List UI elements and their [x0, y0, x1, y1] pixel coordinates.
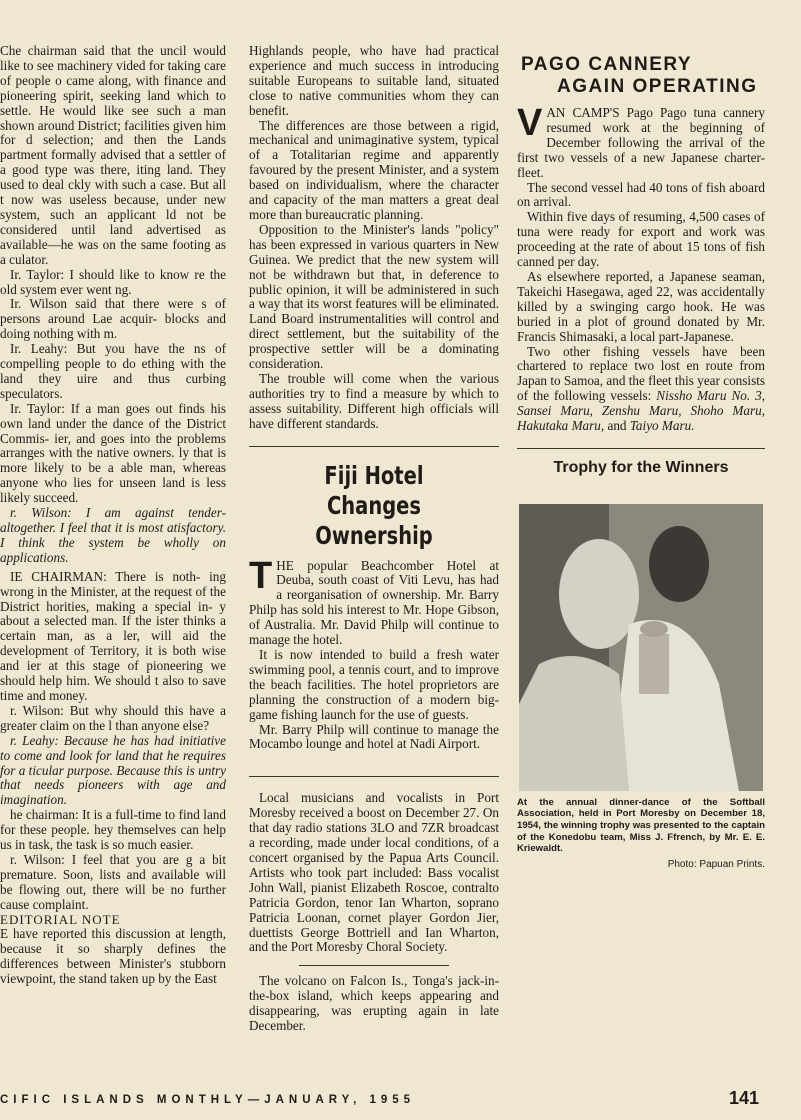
paragraph: Ir. Taylor: If a man goes out finds his own land under the dance of the District Commis- ier, and goes into the problems arranges with the native owners. ly that is more likely to be a able man, whereas anyone who lies for unseen land is less likely succeed. — [0, 400, 226, 506]
divider — [249, 776, 499, 777]
trophy-photo — [519, 504, 763, 791]
paragraph: IE CHAIRMAN: There is noth- ing wrong in the Minister, at the request of the District horities, making a special in- y about a selected man. If the ister thinks a certain man, as a ler, will aid the development of Territory, it is both wise and ier at this stage of pioneering we should help him. We should t also to save time and money. — [0, 568, 226, 703]
fiji-headline: Fiji Hotel Changes — [324, 460, 424, 520]
column-left — [0, 44, 226, 1049]
photo-credit: Photo: Papuan Prints. — [667, 858, 765, 870]
photo-illustration — [519, 504, 763, 791]
paragraph: Mr. Barry Philp will continue to manage the Mocambo lounge and hotel at Nadi Airport. — [249, 721, 499, 752]
pago-headline: PAGO CANNERY — [521, 54, 693, 75]
paragraph: As elsewhere reported, a Japanese seaman, Takeichi Hasegawa, aged 22, was accidentally killed by a swinging cargo hook. He was buried in a plot of ground donated by Mr. Francis Shimasaki, a local part-Japanese. — [517, 268, 765, 344]
column-middle — [249, 44, 499, 1034]
paragraph: It is now intended to build a fresh water swimming pool, a tennis court, and to improve the beach facilities. The hotel proprietors are planning the construction of a modern big-game fishing launch for the use of guests. — [249, 647, 499, 722]
page-footer — [0, 1088, 801, 1114]
paragraph: Ir. Leahy: But you have the ns of compelling people to do ething with the land they uire and thus curbing speculators. — [0, 341, 226, 401]
paragraph: r. Wilson: I am against tender- altogether. I feel that it is most atisfactory. I think the system be wholly on applications. — [0, 505, 226, 565]
radio-paragraph: Local musicians and vocalists in Port Moresby received a boost on December 27. On that day radio stations 3LO and 7ZR broadcast a recording, made under local conditions, of a concert organised by the Papua Arts Council. Artists who took part included: Bass vocalist John Wall, pianist Elizabeth Roscoe, contralto Patricia Gordon, tenor Ian Wharton, soprano Patricia Loonan, cornet player Gordon Jier, duettists George Bottriell and Ian Wharton, and the Port Moresby Choral Society. — [249, 790, 499, 955]
fiji-paragraph: THE popular Beachcomber Hotel at Deuba, south coast of Viti Levu, has had a reorganisation of ownership. Mr. Barry Philp has sold his interest to Mr. Hope Gibson, of Australia. Mr. David Philp will continue to manage the hotel. — [249, 554, 499, 648]
divider — [517, 448, 765, 449]
page-number: 141 — [728, 1088, 759, 1108]
paragraph: The differences are those between a rigid, mechanical and unimaginative system, typical of a Totalitarian regime and apparently favoured by the present Minister, and a system based on individualism, where the character and capacity of the man matters a great deal more than bureaucratic planning. — [249, 117, 499, 222]
divider — [299, 965, 449, 966]
paragraph: Opposition to the Minister's lands "policy" has been expressed in various quarters in New Guinea. We predict that the new system will not be withdrawn but that, in deference to public opinion, it will be administered in such a way that its worst features will be eliminated. Land Board instrumentalities will control and direct settlement, but the suitability of the prospective settler will be a dominating consideration. — [249, 221, 499, 372]
volcano-paragraph: The volcano on Falcon Is., Tonga's jack-in-the-box island, which keeps appearing and disappearing, was erupting again in late December. — [249, 973, 499, 1034]
paragraph: r. Wilson: I feel that you are g a bit premature. Soon, lists and available will be flowing out, there will be no further cause complaint. — [0, 851, 226, 912]
drop-cap: V — [517, 102, 543, 144]
fiji-headline-line2: Ownership — [315, 520, 433, 550]
paragraph: The trouble will come when the various authorities try to find a measure by which to assess suitability. Different high officials will have different standards. — [249, 370, 499, 431]
photo-caption: At the annual dinner-dance of the Softball Association, held in Port Moresby on December 18, 1954, the winning trophy was presented to the captain of the Konedobu team, Miss J. Ffrench, by Mr. E. E. Kriewaldt. — [517, 796, 765, 855]
drop-cap: T — [249, 554, 273, 597]
paragraph: he chairman: It is a full-time to find land for these people. hey themselves can help us in task, the task is so much easier. — [0, 807, 226, 853]
paragraph: r. Wilson: But why should this have a greater claim on the l than anyone else? — [0, 702, 226, 733]
paragraph: Highlands people, who have had practical experience and much success in introducing suitable Europeans to suitable land, situated close to native communities whom they can benefit. — [249, 43, 499, 118]
paragraph: Ir. Wilson said that there were s of persons around Lae acquir- blocks and doing nothing with m. — [0, 296, 226, 342]
column-right — [517, 44, 765, 873]
trophy-headline: Trophy for the Winners — [553, 458, 729, 476]
paragraph: Within five days of resuming, 4,500 cases of tuna were ready for export and work was proceeding at the rate of about 15 tons of fish canned per day. — [517, 209, 765, 270]
paragraph: Che chairman said that the uncil would like to see machinery vided for taking care of people o came along, with finance and pioneering spirit, seeking land which to settle. He would like see such a man shown around District; facilities given him for d selection; and then the Lands partment formally advised that a settler of a good type was there, iting land. They used to deal ckly with such a case. But all t now was useless because, under new system, such an applicant ld not be considered until land advertised as available—he was on the same footing as a culator. — [0, 44, 226, 267]
paragraph: The second vessel had 40 tons of fish aboard on arrival. — [517, 179, 765, 210]
editorial-note-heading: EDITORIAL NOTE — [0, 911, 121, 927]
divider — [249, 446, 499, 447]
pago-headline-line2: AGAIN OPERATING — [557, 76, 758, 97]
paragraph: r. Leahy: Because he has had initiative to come and look for land that he requires for a ticular purpose. Because this is untry that needs pioneers with age and imagination. — [0, 732, 226, 808]
paragraph: E have reported this discussion at length, because it so sharply defines the differences between Minister's stubborn viewpoint, the stand taken up by the East — [0, 926, 226, 987]
paragraph: Two other fishing vessels have been chartered to replace two lost en route from Japan to Samoa, and the fleet this year consists of the following vessels: Nissho Maru No. 3, Sansei Maru, Zenshu Maru, Shoho Maru, Hakutaka Maru, and Taiyo Maru. — [517, 343, 766, 434]
footer-title: CIFIC ISLANDS MONTHLY—JANUARY, 1955 — [0, 1094, 416, 1106]
pago-paragraph: VAN CAMP'S Pago Pago tuna cannery resumed work at the beginning of December following the arrival of the first two vessels of a new Japanese charter-fleet. — [517, 102, 765, 180]
paragraph: Ir. Taylor: I should like to know re the old system ever went ng. — [0, 266, 226, 297]
